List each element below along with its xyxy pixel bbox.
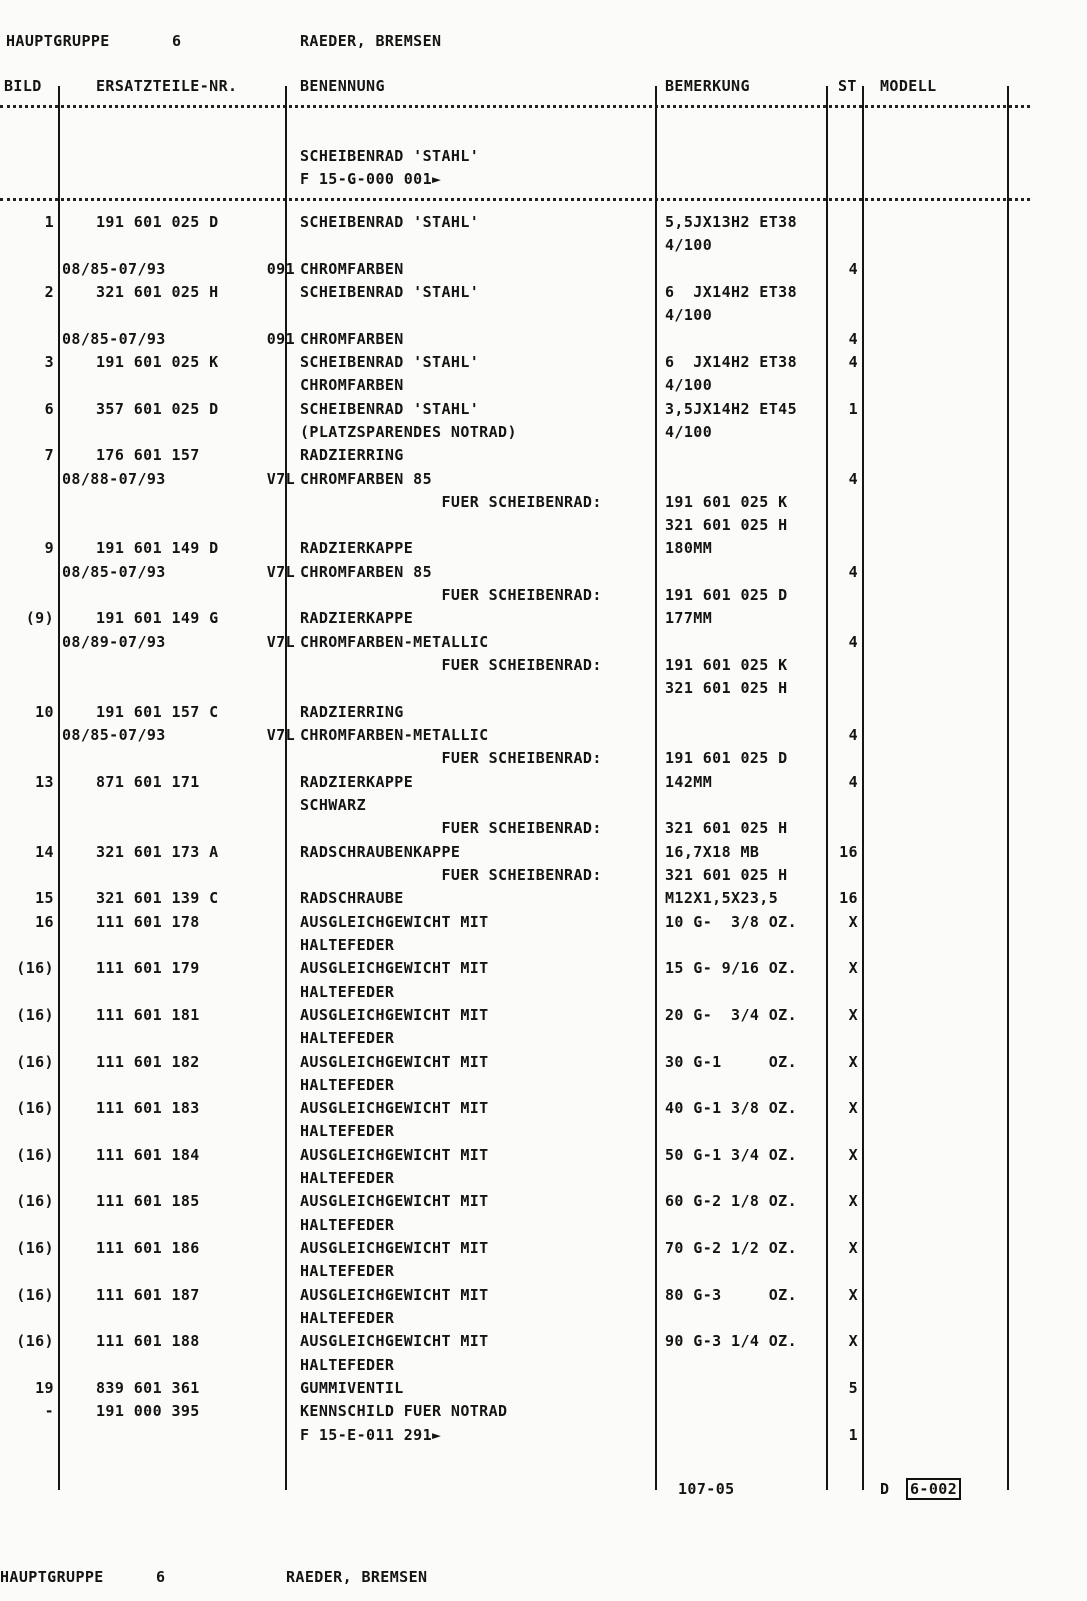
- table-row: [0, 887, 1087, 910]
- row-qty: 4: [848, 352, 858, 371]
- row-date-range: 08/85-07/93: [62, 726, 166, 745]
- row-qty: X: [848, 1239, 858, 1258]
- row-benennung: AUSGLEICHGEWICHT MIT: [300, 1285, 489, 1304]
- row-bild: (16): [16, 1285, 54, 1304]
- row-bemerkung: 5,5JX13H2 ET38: [665, 213, 798, 231]
- row-benennung: AUSGLEICHGEWICHT MIT: [300, 959, 489, 978]
- row-benennung: RADZIERRING: [300, 446, 404, 465]
- next-group-title: RAEDER, BREMSEN: [286, 1568, 428, 1586]
- row-bild: 13: [35, 772, 54, 791]
- footer-lang: D: [880, 1480, 890, 1498]
- row-date-range: 08/89-07/93: [62, 632, 166, 651]
- row-bild: (16): [16, 1052, 54, 1071]
- row-part-number: 111 601 178: [96, 912, 200, 931]
- row-bemerkung: 191 601 025 K: [665, 656, 788, 675]
- row-qty: X: [848, 1099, 858, 1118]
- row-bild: 19: [35, 1379, 54, 1397]
- row-part-number: 176 601 157: [96, 446, 200, 465]
- row-bemerkung: 321 601 025 H: [665, 516, 788, 535]
- row-bemerkung: 10 G- 3/8 OZ.: [665, 912, 798, 931]
- row-part-number: 111 601 188: [96, 1332, 200, 1351]
- table-row: [0, 328, 1087, 351]
- row-code: 091: [266, 329, 295, 348]
- row-code: V7L: [266, 726, 295, 745]
- row-qty: 5: [848, 1379, 858, 1397]
- table-row: [0, 281, 1087, 304]
- row-bemerkung: 15 G- 9/16 OZ.: [665, 959, 798, 978]
- row-date-range: 08/85-07/93: [62, 329, 166, 348]
- row-part-number: 321 601 173 A: [96, 842, 219, 861]
- row-bemerkung: 180MM: [665, 539, 713, 558]
- row-part-number: 321 601 025 H: [96, 282, 219, 301]
- row-bemerkung: 142MM: [665, 772, 713, 791]
- row-part-number: 321 601 139 C: [96, 889, 219, 908]
- table-row: [0, 584, 1087, 607]
- table-row: [0, 1167, 1087, 1190]
- table-row: [0, 1354, 1087, 1377]
- row-part-number: 111 601 187: [96, 1285, 200, 1304]
- table-row: [0, 304, 1087, 327]
- row-benennung: CHROMFARBEN 85: [300, 562, 433, 581]
- table-row: [0, 747, 1087, 770]
- row-bemerkung: M12X1,5X23,5: [665, 889, 779, 908]
- table-row: [0, 1027, 1087, 1050]
- row-bild: (16): [16, 1005, 54, 1024]
- table-row: [0, 1400, 1087, 1423]
- row-bemerkung: 6 JX14H2 ET38: [665, 352, 798, 371]
- row-benennung: RADSCHRAUBE: [300, 889, 404, 908]
- table-row: [0, 771, 1087, 794]
- row-bemerkung: 4/100: [665, 422, 713, 441]
- row-part-number: 111 601 182: [96, 1052, 200, 1071]
- row-bild: (16): [16, 1192, 54, 1211]
- table-row: [0, 421, 1087, 444]
- row-part-number: 191 601 149 D: [96, 539, 219, 558]
- row-bemerkung: 191 601 025 K: [665, 492, 788, 511]
- row-bild: -: [44, 1402, 54, 1421]
- row-benennung: AUSGLEICHGEWICHT MIT: [300, 1192, 489, 1211]
- row-benennung: HALTEFEDER: [300, 1309, 395, 1328]
- row-benennung: HALTEFEDER: [300, 1215, 395, 1234]
- table-row: [0, 841, 1087, 864]
- col-benennung: BENENNUNG: [300, 77, 385, 95]
- table-row: [0, 1214, 1087, 1237]
- row-qty: 4: [848, 329, 858, 348]
- row-bild: 9: [44, 539, 54, 558]
- row-qty: X: [848, 1145, 858, 1164]
- section-ref: F 15-G-000 001►: [300, 170, 442, 188]
- table-row: [0, 468, 1087, 491]
- table-row: [0, 1237, 1087, 1260]
- row-code: V7L: [266, 632, 295, 651]
- row-benennung: AUSGLEICHGEWICHT MIT: [300, 1099, 489, 1118]
- row-qty: 16: [839, 889, 858, 908]
- row-qty: 16: [839, 842, 858, 861]
- table-row: [0, 1377, 1087, 1400]
- row-qty: X: [848, 959, 858, 978]
- next-group-label: HAUPTGRUPPE: [0, 1568, 104, 1586]
- table-row: [0, 1260, 1087, 1283]
- table-row: [0, 211, 1087, 234]
- row-bemerkung: 4/100: [665, 236, 713, 255]
- row-benennung: AUSGLEICHGEWICHT MIT: [300, 1239, 489, 1258]
- table-row: [0, 398, 1087, 421]
- row-part-number: 111 601 186: [96, 1239, 200, 1258]
- row-benennung: CHROMFARBEN: [300, 329, 404, 348]
- row-bemerkung: 90 G-3 1/4 OZ.: [665, 1332, 798, 1351]
- row-bild: (16): [16, 959, 54, 978]
- row-bemerkung: 321 601 025 H: [665, 819, 788, 838]
- row-part-number: 191 601 157 C: [96, 702, 219, 721]
- section-title: SCHEIBENRAD 'STAHL': [300, 147, 480, 165]
- row-benennung: SCHEIBENRAD 'STAHL': [300, 399, 480, 418]
- row-bemerkung: 60 G-2 1/8 OZ.: [665, 1192, 798, 1211]
- row-benennung: RADZIERKAPPE: [300, 772, 414, 791]
- row-qty: 4: [848, 259, 858, 278]
- row-benennung: CHROMFARBEN: [300, 259, 404, 278]
- row-benennung: CHROMFARBEN 85: [300, 469, 433, 488]
- col-st: ST: [838, 77, 857, 95]
- row-qty: 4: [848, 726, 858, 745]
- table-row: [0, 561, 1087, 584]
- table-row: [0, 1144, 1087, 1167]
- row-bild: (16): [16, 1145, 54, 1164]
- table-row: [0, 1284, 1087, 1307]
- col-nr: ERSATZTEILE-NR.: [96, 77, 238, 95]
- row-bemerkung: 20 G- 3/4 OZ.: [665, 1005, 798, 1024]
- row-benennung: RADZIERKAPPE: [300, 539, 414, 558]
- row-bild: (9): [25, 609, 54, 628]
- row-qty: X: [848, 1285, 858, 1304]
- row-benennung: HALTEFEDER: [300, 1169, 395, 1188]
- row-part-number: 871 601 171: [96, 772, 200, 791]
- row-code: V7L: [266, 562, 295, 581]
- row-benennung: GUMMIVENTIL: [300, 1379, 404, 1397]
- row-benennung: HALTEFEDER: [300, 1029, 395, 1048]
- row-benennung: SCHWARZ: [300, 796, 367, 814]
- table-row: [0, 911, 1087, 934]
- row-bild: 7: [44, 446, 54, 465]
- table-row: [0, 817, 1087, 840]
- table-row: [0, 1004, 1087, 1027]
- row-benennung: AUSGLEICHGEWICHT MIT: [300, 1332, 489, 1351]
- row-benennung: HALTEFEDER: [300, 1075, 395, 1094]
- row-bemerkung: 40 G-1 3/8 OZ.: [665, 1099, 798, 1118]
- row-part-number: 191 601 025 K: [96, 352, 219, 371]
- row-bild: (16): [16, 1332, 54, 1351]
- row-qty: 4: [848, 469, 858, 488]
- table-row: [0, 1424, 1087, 1447]
- row-qty: X: [848, 1332, 858, 1351]
- row-benennung: FUER SCHEIBENRAD:: [300, 819, 602, 838]
- table-row: [0, 864, 1087, 887]
- col-modell: MODELL: [880, 77, 937, 95]
- table-row: [0, 631, 1087, 654]
- table-row: [0, 1307, 1087, 1330]
- footer-page: 6-002: [906, 1478, 961, 1500]
- table-row: [0, 701, 1087, 724]
- row-code: 091: [266, 259, 295, 278]
- row-bemerkung: 6 JX14H2 ET38: [665, 282, 798, 301]
- row-benennung: FUER SCHEIBENRAD:: [300, 492, 602, 511]
- row-bemerkung: 4/100: [665, 306, 713, 325]
- table-row: [0, 258, 1087, 281]
- row-benennung: HALTEFEDER: [300, 1355, 395, 1374]
- col-bemerkung: BEMERKUNG: [665, 77, 750, 95]
- row-date-range: 08/85-07/93: [62, 259, 166, 278]
- row-benennung: FUER SCHEIBENRAD:: [300, 586, 602, 605]
- footer-code: 107-05: [678, 1480, 735, 1498]
- table-row: [0, 1051, 1087, 1074]
- row-benennung: RADZIERRING: [300, 702, 404, 721]
- group-number: 6: [172, 32, 182, 50]
- table-row: [0, 654, 1087, 677]
- row-bemerkung: 321 601 025 H: [665, 865, 788, 884]
- row-benennung: AUSGLEICHGEWICHT MIT: [300, 1005, 489, 1024]
- row-bild: 16: [35, 912, 54, 931]
- row-qty: X: [848, 1192, 858, 1211]
- table-row: [0, 677, 1087, 700]
- row-qty: 1: [848, 1425, 858, 1444]
- row-bemerkung: 30 G-1 OZ.: [665, 1052, 798, 1071]
- row-benennung: RADSCHRAUBENKAPPE: [300, 842, 461, 861]
- row-part-number: 111 601 185: [96, 1192, 200, 1211]
- row-benennung: RADZIERKAPPE: [300, 609, 414, 628]
- header-divider: [0, 105, 1030, 108]
- row-bemerkung: 4/100: [665, 376, 713, 395]
- table-row: [0, 934, 1087, 957]
- table-row: [0, 1097, 1087, 1120]
- row-part-number: 111 601 181: [96, 1005, 200, 1024]
- row-part-number: 191 601 025 D: [96, 213, 219, 231]
- row-part-number: 839 601 361: [96, 1379, 200, 1397]
- row-part-number: 111 601 183: [96, 1099, 200, 1118]
- row-benennung: SCHEIBENRAD 'STAHL': [300, 352, 480, 371]
- row-benennung: FUER SCHEIBENRAD:: [300, 749, 602, 768]
- row-benennung: KENNSCHILD FUER NOTRAD: [300, 1402, 508, 1421]
- row-bemerkung: 70 G-2 1/2 OZ.: [665, 1239, 798, 1258]
- row-qty: 4: [848, 772, 858, 791]
- section-divider: [0, 198, 1030, 201]
- row-qty: 4: [848, 632, 858, 651]
- table-row: [0, 234, 1087, 257]
- row-bemerkung: 177MM: [665, 609, 713, 628]
- table-row: [0, 957, 1087, 980]
- table-row: [0, 537, 1087, 560]
- row-qty: X: [848, 912, 858, 931]
- row-benennung: AUSGLEICHGEWICHT MIT: [300, 1052, 489, 1071]
- table-row: [0, 1330, 1087, 1353]
- row-bild: (16): [16, 1099, 54, 1118]
- row-bild: (16): [16, 1239, 54, 1258]
- row-bemerkung: 3,5JX14H2 ET45: [665, 399, 798, 418]
- row-benennung: CHROMFARBEN-METALLIC: [300, 632, 489, 651]
- row-benennung: AUSGLEICHGEWICHT MIT: [300, 912, 489, 931]
- row-bemerkung: 16,7X18 MB: [665, 842, 760, 861]
- row-qty: 1: [848, 399, 858, 418]
- row-benennung: SCHEIBENRAD 'STAHL': [300, 282, 480, 301]
- row-qty: X: [848, 1052, 858, 1071]
- row-benennung: FUER SCHEIBENRAD:: [300, 656, 602, 675]
- table-row: [0, 491, 1087, 514]
- table-row: [0, 514, 1087, 537]
- row-bemerkung: 50 G-1 3/4 OZ.: [665, 1145, 798, 1164]
- row-benennung: HALTEFEDER: [300, 982, 395, 1001]
- group-title: RAEDER, BREMSEN: [300, 32, 442, 50]
- row-bild: 10: [35, 702, 54, 721]
- table-row: [0, 351, 1087, 374]
- table-row: [0, 607, 1087, 630]
- next-group-number: 6: [156, 1568, 166, 1586]
- row-benennung: FUER SCHEIBENRAD:: [300, 865, 602, 884]
- row-part-number: 111 601 179: [96, 959, 200, 978]
- table-row: [0, 981, 1087, 1004]
- row-bild: 3: [44, 352, 54, 371]
- row-date-range: 08/85-07/93: [62, 562, 166, 581]
- table-row: [0, 1074, 1087, 1097]
- row-bild: 15: [35, 889, 54, 908]
- row-benennung: HALTEFEDER: [300, 1262, 395, 1281]
- table-row: [0, 374, 1087, 397]
- col-bild: BILD: [4, 77, 42, 95]
- row-benennung: HALTEFEDER: [300, 1122, 395, 1141]
- row-bemerkung: 321 601 025 H: [665, 679, 788, 698]
- table-row: [0, 794, 1087, 817]
- row-part-number: 357 601 025 D: [96, 399, 219, 418]
- table-row: [0, 1190, 1087, 1213]
- row-benennung: SCHEIBENRAD 'STAHL': [300, 213, 480, 231]
- row-bild: 14: [35, 842, 54, 861]
- row-qty: 4: [848, 562, 858, 581]
- row-bild: 1: [44, 213, 54, 231]
- row-part-number: 191 601 149 G: [96, 609, 219, 628]
- row-qty: X: [848, 1005, 858, 1024]
- row-bild: 2: [44, 282, 54, 301]
- row-bild: 6: [44, 399, 54, 418]
- row-bemerkung: 191 601 025 D: [665, 749, 788, 768]
- row-benennung: CHROMFARBEN-METALLIC: [300, 726, 489, 745]
- row-date-range: 08/88-07/93: [62, 469, 166, 488]
- row-code: V7L: [266, 469, 295, 488]
- table-row: [0, 444, 1087, 467]
- row-bemerkung: 80 G-3 OZ.: [665, 1285, 798, 1304]
- row-part-number: 111 601 184: [96, 1145, 200, 1164]
- row-benennung: CHROMFARBEN: [300, 376, 404, 395]
- group-label: HAUPTGRUPPE: [6, 32, 110, 50]
- table-row: [0, 1120, 1087, 1143]
- row-part-number: 191 000 395: [96, 1402, 200, 1421]
- row-bemerkung: 191 601 025 D: [665, 586, 788, 605]
- row-benennung: (PLATZSPARENDES NOTRAD): [300, 422, 517, 441]
- row-benennung: F 15-E-011 291►: [300, 1425, 442, 1444]
- table-row: [0, 724, 1087, 747]
- row-benennung: AUSGLEICHGEWICHT MIT: [300, 1145, 489, 1164]
- row-benennung: HALTEFEDER: [300, 935, 395, 954]
